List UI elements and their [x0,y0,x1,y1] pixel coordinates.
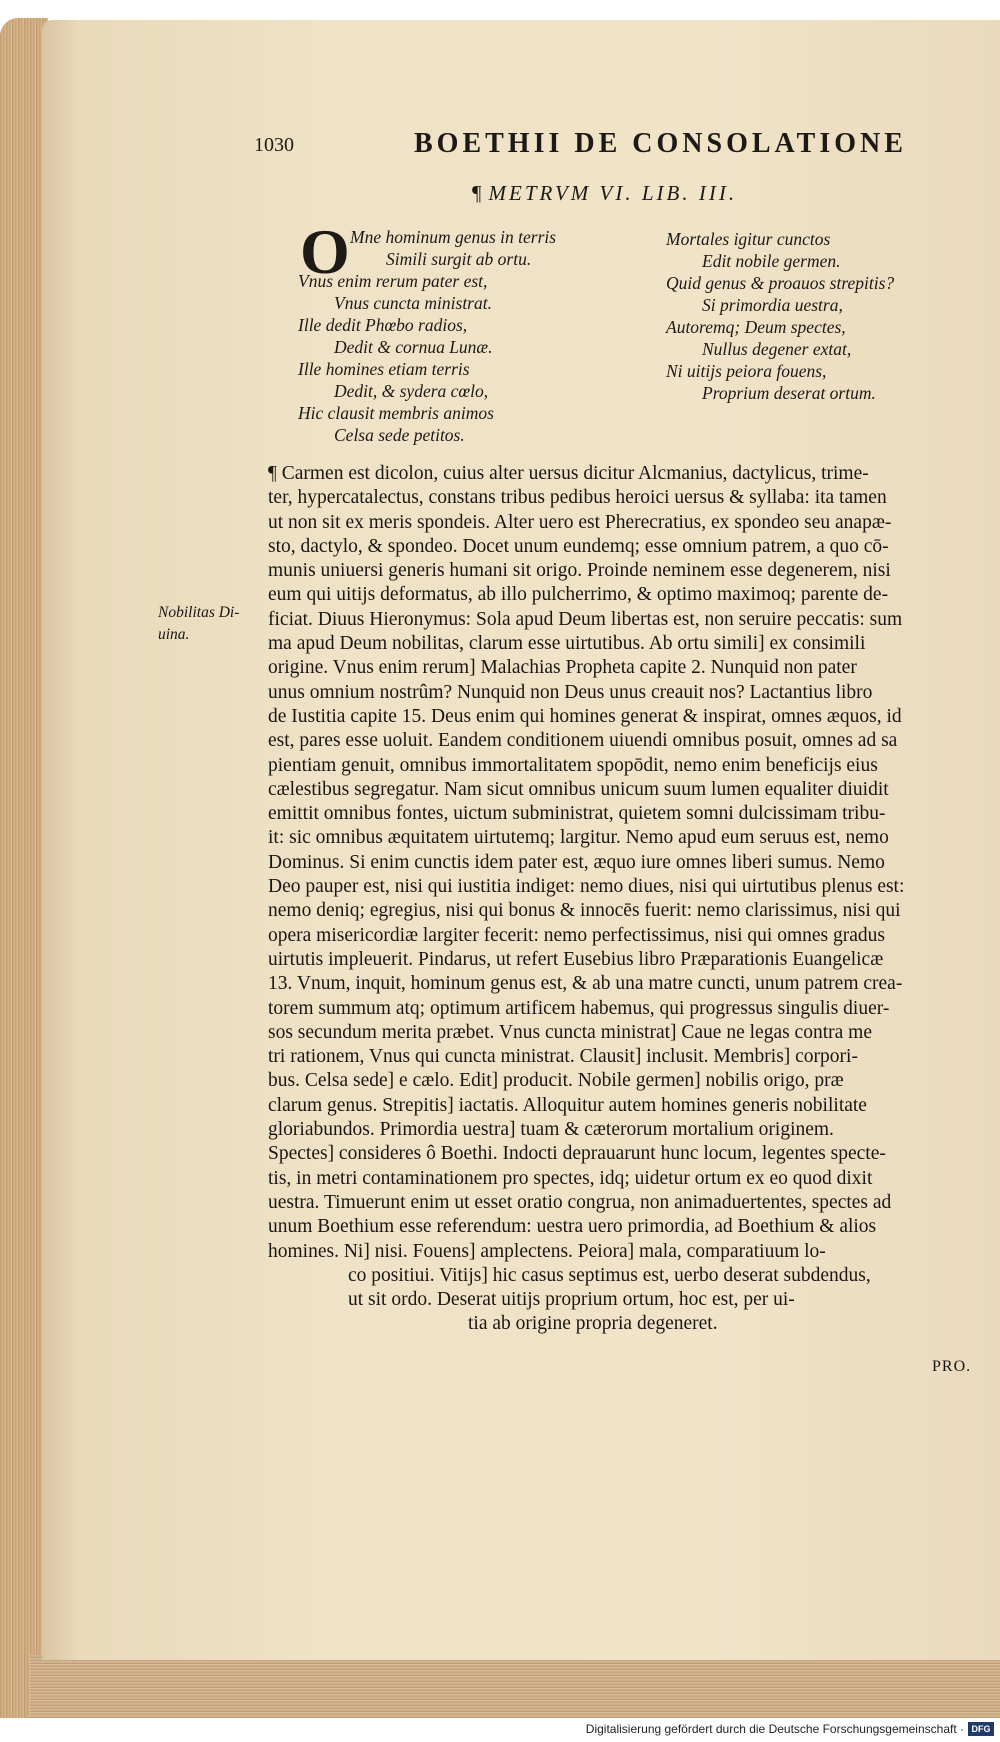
commentary-line: sto, dactylo, & spondeo. Docet unum eundemq; esse omnium patrem, a quo cō- [268,535,889,557]
commentary-line: de Iustitia capite 15. Deus enim qui homines generat & inspirat, omnes æquos, id [268,705,902,727]
commentary-line: Deo pauper est, nisi qui iustitia indiget: nemo diues, nisi qui uirtutibus plenus est: [268,876,905,898]
commentary-line: unus omnium nostrûm? Nunquid non Deus unus creauit nos? Lactantius libro [268,681,873,703]
poem-line: Si primordia uestra, [702,295,843,315]
poem-left-column [298,226,628,446]
poem-line: Ille homines etiam terris [298,359,470,379]
poem-line: Vnus enim rerum pater est, [298,271,488,291]
commentary-line: sos secundum merita præbet. Vnus cuncta ministrat] Caue ne legas contra me [268,1021,872,1043]
poem-line: Vnus cuncta ministrat. [334,293,492,313]
poem-line: Ille dedit Phœbo radios, [298,315,468,335]
poem-line: Mne hominum genus in terris [350,227,557,247]
commentary-line: bus. Celsa sede] e cælo. Edit] producit. Nobile germen] nobilis origo, præ [268,1070,844,1092]
poem-line: Simili surgit ab ortu. [386,249,532,269]
poem-line: Autoremq; Deum spectes, [666,317,846,337]
drop-cap: O [300,216,350,287]
poem-line: Edit nobile germen. [702,251,841,271]
poem-line: Dedit, & sydera cœlo, [334,381,489,401]
poem-right-column [666,228,966,404]
commentary-line: ¶ Carmen est dicolon, cuius alter uersus dicitur Alcmanius, dactylicus, trime- [268,463,869,484]
commentary-line: torem summum atq; optimum artificem habemus, qui progressus singulis diuer- [268,997,890,1019]
bottom-page-edges [30,1655,1000,1718]
commentary-line: munis uniuersi generis humani sit origo. Proinde neminem esse degenerem, nisi [268,560,891,582]
commentary-line: homines. Ni] nisi. Fouens] amplectens. Peiora] mala, comparatiuum lo- [268,1240,826,1262]
poem-line: Dedit & cornua Lunæ. [334,337,493,357]
folio-number: 1030 [254,134,294,156]
footer-credit: Digitalisierung gefördert durch die Deutsche Forschungsgemeinschaft · [585,1722,964,1736]
poem-line: Celsa sede petitos. [334,425,465,445]
commentary-line: ter, hypercatalectus, constans tribus pedibus heroici uersus & syllaba: ita tamen [268,487,887,509]
commentary-line: tis, in metri contaminationem pro spectes, idq; uidetur ortum ex eo quod dixit [268,1167,873,1189]
marginal-note [158,602,239,646]
commentary-line: it: sic omnibus æquitatem uirtutemq; largitur. Nemo apud eum seruus est, nemo [268,827,889,849]
left-page-edges [0,18,48,1718]
commentary-line: ma apud Deum nobilitas, clarum esse uirtutibus. Ab ortu simili] ex consimili [268,633,866,655]
commentary-line: eum qui uitijs deformatus, ab illo pulcherrimo, & optimo maximoq; parente de- [268,584,889,606]
commentary-line: unum Boethium esse referendum: uestra uero primordia, ad Boethium & alios [268,1216,877,1238]
page-header [254,128,954,168]
catchword: PRO. [932,1358,972,1375]
commentary-line: ut non sit ex meris spondeis. Alter uero est Pherecratius, ex spondeo seu anapæ- [268,511,892,533]
section-heading [472,181,737,206]
commentary-line: est, pares esse uoluit. Eandem conditionem uiuendi omnibus posuit, omnes ad sa [268,730,898,752]
marginal-note-line: Nobilitas Di- [158,604,240,621]
marginal-note-line: uina. [158,626,190,643]
section-heading-text: METRVM VI. LIB. III. [488,181,738,205]
poem-line: Proprium deserat ortum. [702,383,876,403]
commentary-line: co positiui. Vitijs] hic casus septimus est, uerbo deserat subdendus, [348,1264,871,1286]
commentary-line: 13. Vnum, inquit, hominum genus est, & ab una matre cuncti, unum patrem crea- [268,973,903,995]
commentary-line: Dominus. Si enim cunctis idem pater est, æquo iure omnes liberi sumus. Nemo [268,851,885,873]
digitization-footer [0,1718,1000,1742]
poem-line: Quid genus & proauos strepitis? [666,273,895,293]
commentary-line: tri rationem, Vnus qui cuncta ministrat. Clausit] inclusit. Membris] corpori- [268,1046,858,1068]
commentary-line: tia ab origine propria degeneret. [468,1313,718,1335]
poem-line: Nullus degener extat, [702,339,852,359]
commentary-line: ut sit ordo. Deserat uitijs proprium ortum, hoc est, per ui- [348,1289,795,1311]
poem-line: Ni uitijs peiora fouens, [666,361,827,381]
pilcrow-icon: ¶ [472,181,485,205]
commentary-line: origine. Vnus enim rerum] Malachias Propheta capite 2. Nunquid non pater [268,657,857,679]
commentary-line: uestra. Timuerunt enim ut esset oratio congrua, non animaduertentes, spectes ad [268,1191,892,1213]
running-title: BOETHII DE CONSOLATIONE [414,128,907,159]
commentary-block [268,462,968,1337]
commentary-line: emittit omnibus fontes, uictum subministrat, quietem somni dulcissimam tribu- [268,803,886,825]
commentary-line: nemo deniq; egregius, nisi qui bonus & innocēs fuerit: nemo clarissimus, nisi qui [268,900,901,922]
commentary-line: opera misericordiæ largiter fecerit: nemo perfectissimus, nisi qui omnes gradus [268,924,885,946]
commentary-line: Spectes] consideres ô Boethi. Indocti deprauarunt hunc locum, legentes specte- [268,1143,886,1165]
commentary-line: gloriabundos. Primordia uestra] tuam & cæterorum mortalium originem. [268,1119,834,1141]
commentary-line: clarum genus. Strepitis] iactatis. Alloquitur autem homines generis nobilitate [268,1094,867,1116]
dfg-logo-icon: DFG [968,1722,994,1736]
commentary-line: ficiat. Diuus Hieronymus: Sola apud Deum libertas est, non seruire peccatis: sum [268,608,903,630]
commentary-line: cælestibus segregatur. Nam sicut omnibus unicum suum lumen equaliter diuidit [268,778,889,800]
poem-line: Hic clausit membris animos [298,403,494,423]
poem-line: Mortales igitur cunctos [666,229,831,249]
commentary-line: pientiam genuit, omnibus immortalitatem spopōdit, nemo enim beneficijs eius [268,754,878,776]
commentary-line: uirtutis impleuerit. Pindarus, ut refert Eusebius libro Præparationis Euangelicæ [268,948,884,970]
